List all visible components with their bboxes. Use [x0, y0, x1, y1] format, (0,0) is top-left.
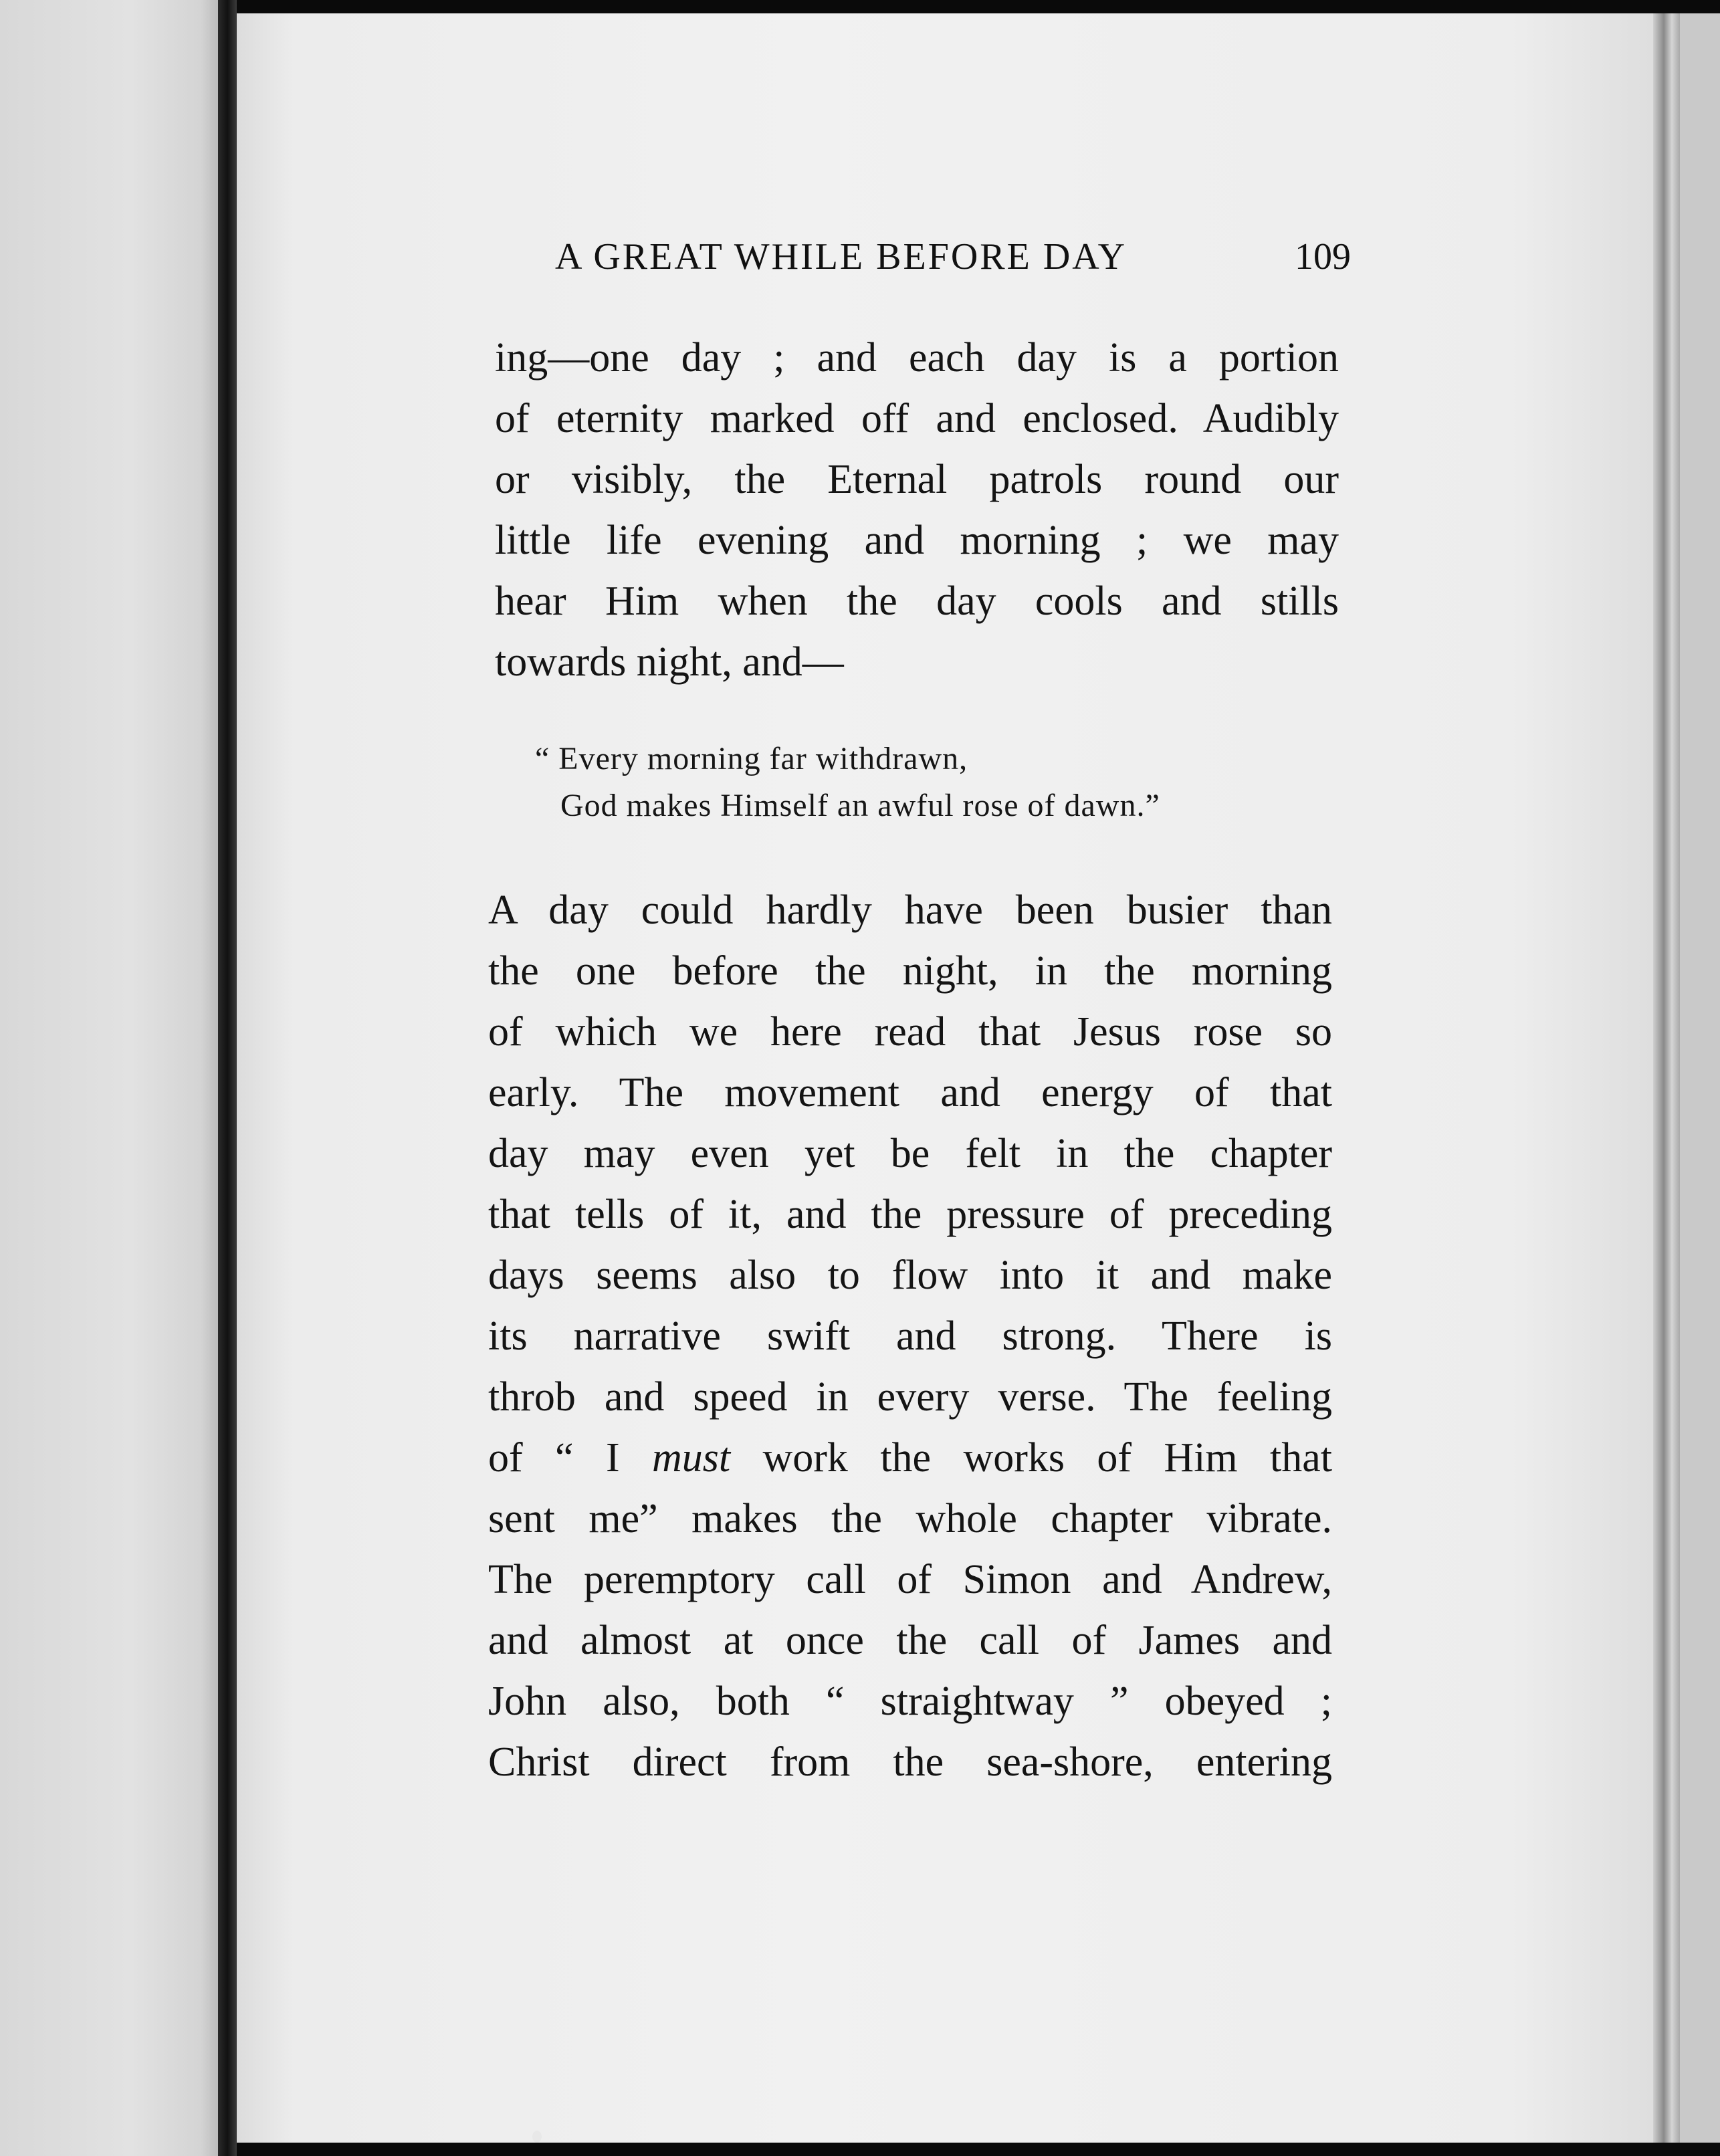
running-head	[555, 235, 1351, 278]
text-line: its narrative swift and strong. There is	[488, 1313, 1332, 1359]
text-line: little life evening and morning ; we may	[495, 518, 1339, 563]
verse-quotation	[535, 736, 1160, 829]
text-line: of which we here read that Jesus rose so	[488, 1009, 1332, 1055]
page-number: 109	[1295, 236, 1351, 278]
text-line: throb and speed in every verse. The feeling	[488, 1374, 1332, 1420]
text-line: ing—one day ; and each day is a portion	[495, 335, 1339, 381]
text-line: the one before the night, in the morning	[488, 948, 1332, 994]
paragraph-2	[488, 880, 1332, 1793]
text-line: hear Him when the day cools and stills	[495, 578, 1339, 624]
text-line: days seems also to flow into it and make	[488, 1253, 1332, 1298]
page-edge-shadow	[1653, 13, 1680, 2143]
text-line: towards night, and—	[495, 639, 844, 685]
text-line: or visibly, the Eternal patrols round our	[495, 457, 1339, 502]
text-segment: of “ I	[488, 1435, 620, 1481]
italic-word: must	[651, 1435, 731, 1481]
verse-line: “ Every morning far withdrawn,	[535, 741, 968, 776]
text-segment: work the works of Him that	[762, 1435, 1333, 1481]
left-page-edge	[0, 0, 218, 2156]
text-line: of eternity marked off and enclosed. Audibly	[495, 396, 1339, 441]
text-line: John also, both “ straightway ” obeyed ;	[488, 1679, 1332, 1724]
running-title: A GREAT WHILE BEFORE DAY	[555, 236, 1127, 278]
text-line: The peremptory call of Simon and Andrew,	[488, 1557, 1332, 1602]
text-line-with-italic	[488, 1428, 1332, 1489]
paragraph-1	[495, 328, 1339, 693]
text-line: day may even yet be felt in the chapter	[488, 1131, 1332, 1176]
text-line: A day could hardly have been busier than	[488, 887, 1332, 933]
text-line: that tells of it, and the pressure of preceding	[488, 1192, 1332, 1237]
text-line: sent me” makes the whole chapter vibrate.	[488, 1496, 1332, 1541]
text-line: and almost at once the call of James and	[488, 1618, 1332, 1663]
book-gutter	[218, 0, 237, 2156]
verse-line: God makes Himself an awful rose of dawn.”	[560, 788, 1160, 823]
text-line: early. The movement and energy of that	[488, 1070, 1332, 1115]
text-line: Christ direct from the sea-shore, entering	[488, 1739, 1332, 1785]
page-stack-edge	[1680, 13, 1720, 2143]
scan-speck	[532, 2131, 542, 2143]
